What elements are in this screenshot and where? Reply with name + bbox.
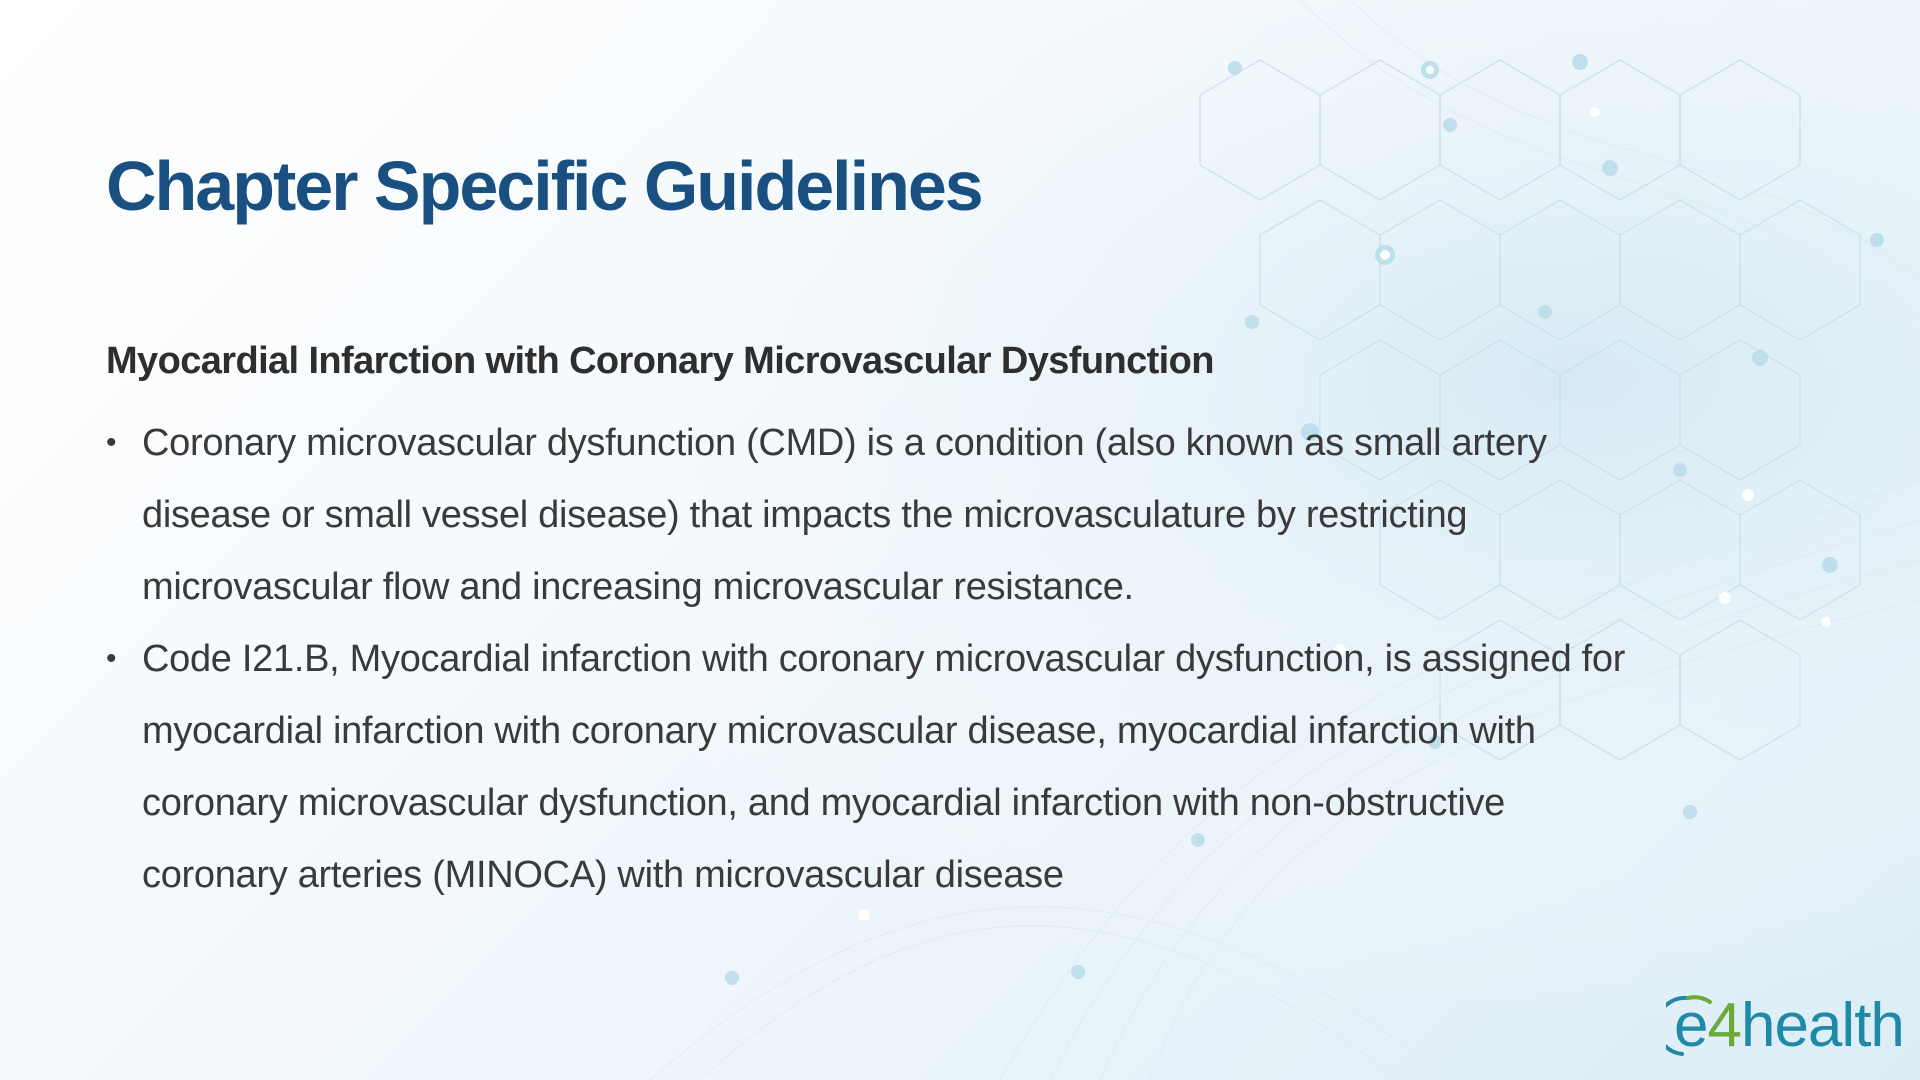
bullet-text-line: microvascular flow and increasing microvascular resistance. — [142, 566, 1134, 608]
e4health-logo — [1666, 990, 1904, 1062]
bullet-text-line: Code I21.B, Myocardial infarction with coronary microvascular dysfunction, is assigned for — [142, 638, 1626, 680]
bullet-marker: • — [106, 642, 117, 675]
bullet-text-line: Coronary microvascular dysfunction (CMD) is a condition (also known as small artery — [142, 422, 1547, 464]
section-subheading: Myocardial Infarction with Coronary Microvascular Dysfunction — [106, 340, 1214, 382]
bullet-text-line: myocardial infarction with coronary microvascular disease, myocardial infarction with — [142, 710, 1536, 752]
bullet-text-line: coronary arteries (MINOCA) with microvascular disease — [142, 854, 1064, 896]
bullet-marker: • — [106, 426, 117, 459]
bullet-item — [106, 623, 1806, 911]
bullet-text-line: coronary microvascular dysfunction, and myocardial infarction with non-obstructive — [142, 782, 1506, 824]
logo-wordmark: e4health — [1674, 991, 1904, 1060]
bullet-list — [106, 407, 1806, 911]
bullet-text-line: disease or small vessel disease) that impacts the microvasculature by restricting — [142, 494, 1468, 536]
bullet-item — [106, 407, 1806, 623]
slide-title: Chapter Specific Guidelines — [106, 147, 982, 225]
